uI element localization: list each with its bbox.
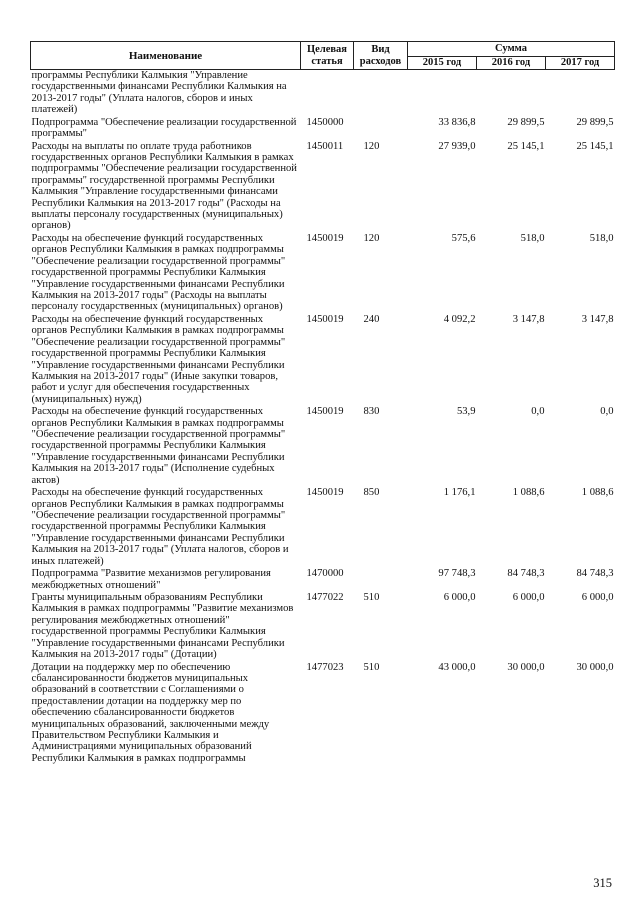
row-name: Расходы на обеспечение функций государственных органов Республики Калмыкия в рамках подпрограммы "Обеспечение реализации государственной программы" государственной программы Республики Калмыкия "Управление государственными финансами Республики Калмыкия на 2013-2017 годы" (Исполнение судебных актов)	[31, 406, 286, 486]
row-sum-2015: 33 836,8	[438, 116, 476, 128]
row-sum-2015: 27 939,0	[438, 140, 476, 152]
header-year-2017: 2017 год	[546, 57, 615, 70]
row-name: Расходы на обеспечение функций государственных органов Республики Калмыкия в рамках подпрограммы "Обеспечение реализации государственной программы" государственной программы Республики Калмыкия "Управление государственными финансами Республики Калмыкия на 2013-2017 годы" (Расходы на выплаты персоналу государственных (муниципальных) органов)	[31, 232, 286, 313]
row-target-article	[301, 70, 354, 117]
row-sum-2017: 25 145,1	[576, 140, 614, 152]
row-sum-2016: 0,0	[531, 406, 545, 418]
header-name: Наименование	[31, 42, 301, 70]
row-expense-type: 120	[363, 140, 380, 152]
header-target-article-line1: Целевая	[307, 43, 347, 55]
row-name: программы Республики Калмыкия "Управление государственными финансами Республики Калмыкия на 2013-2017 годы" (Уплата налогов, сборов и иных платежей)	[31, 70, 287, 116]
table-body	[31, 70, 615, 766]
row-sum-2016: 84 748,3	[507, 568, 545, 580]
budget-table	[30, 41, 615, 765]
row-sum-2016: 3 147,8	[512, 313, 545, 325]
row-sum-2016: 6 000,0	[512, 592, 545, 604]
row-target-article: 1477022	[306, 592, 344, 604]
row-expense-type	[354, 568, 408, 592]
row-target-article: 1470000	[306, 568, 344, 580]
row-sum-2015: 4 092,2	[443, 313, 476, 325]
row-sum-2017: 1 088,6	[581, 487, 614, 499]
table-row	[31, 592, 615, 662]
row-sum-2015: 97 748,3	[438, 568, 476, 580]
row-name: Подпрограмма "Развитие механизмов регулирования межбюджетных отношений"	[31, 568, 271, 591]
row-name: Расходы на обеспечение функций государственных органов Республики Калмыкия в рамках подпрограммы "Обеспечение реализации государственной программы" государственной программы Республики Калмыкия "Управление государственными финансами Республики Калмыкия на 2013-2017 годы" (Уплата налогов, сборов и иных платежей)	[31, 487, 289, 567]
row-expense-type: 240	[363, 313, 380, 325]
table-row	[31, 70, 615, 117]
row-name: Гранты муниципальным образованиям Республики Калмыкия в рамках подпрограммы "Развитие механизмов регулирования межбюджетных отношений" государственной программы Республики Калмыкия "Управление государственными финансами Республики Калмыкия на 2013-2017 годы" (Дотации)	[31, 592, 294, 661]
row-name: Расходы на выплаты по оплате труда работников государственных органов Республики Калмыкия в рамках подпрограммы "Обеспечение реализации государственной программы" государственной программы Республики Калмыкия "Управление государственными финансами Республики Калмыкия на 2013-2017 годы" (Расходы на выплаты персоналу государственных (муниципальных) органов)	[31, 140, 297, 232]
row-expense-type: 510	[363, 661, 380, 673]
row-target-article: 1450019	[306, 313, 344, 325]
row-sum-2017: 3 147,8	[581, 313, 614, 325]
table-row	[31, 406, 615, 487]
row-expense-type: 120	[363, 232, 380, 244]
row-name: Дотации на поддержку мер по обеспечению сбалансированности бюджетов муниципальных образований в соответствии с Соглашениями о предоставлении дотации на поддержку мер по обеспечению сбалансированности бюджетов муниципальных образований, заключенными между Правительством Республики Калмыкия и Администрациями муниципальных образований Республики Калмыкия в рамках подпрограммы	[31, 661, 270, 764]
table-row	[31, 233, 615, 314]
row-name: Подпрограмма "Обеспечение реализации государственной программы"	[31, 116, 297, 140]
row-sum-2017: 84 748,3	[576, 568, 614, 580]
row-target-article: 1450000	[306, 116, 344, 128]
table-row	[31, 487, 615, 568]
table-row	[31, 141, 615, 233]
row-sum-2016: 518,0	[520, 232, 545, 244]
header-expense-type	[354, 42, 408, 70]
budget-table-sheet	[30, 41, 614, 765]
header-target-article	[301, 42, 354, 70]
row-sum-2015	[408, 70, 477, 117]
header-expense-type-line2: расходов	[359, 55, 402, 67]
row-sum-2015: 6 000,0	[443, 592, 476, 604]
row-expense-type	[354, 117, 408, 141]
row-sum-2015: 1 176,1	[443, 487, 476, 499]
row-sum-2017: 30 000,0	[576, 661, 614, 673]
row-sum-2016: 30 000,0	[507, 661, 545, 673]
page-number: 315	[593, 876, 612, 890]
row-sum-2015: 575,6	[451, 232, 476, 244]
header-year-2016: 2016 год	[477, 57, 546, 70]
row-target-article: 1477023	[306, 661, 344, 673]
row-sum-2017: 518,0	[589, 232, 614, 244]
header-target-article-line2: статья	[311, 55, 343, 67]
row-sum-2017: 0,0	[600, 406, 614, 418]
table-header	[31, 42, 615, 70]
header-sum: Сумма	[408, 42, 615, 57]
row-sum-2017: 29 899,5	[576, 116, 614, 128]
row-expense-type	[354, 70, 408, 117]
header-expense-type-line1: Вид	[371, 43, 390, 55]
row-target-article: 1450019	[306, 406, 344, 418]
row-sum-2016: 29 899,5	[507, 116, 545, 128]
row-expense-type: 830	[363, 406, 380, 418]
header-year-2015: 2015 год	[408, 57, 477, 70]
table-row	[31, 662, 615, 766]
row-name: Расходы на обеспечение функций государственных органов Республики Калмыкия в рамках подпрограммы "Обеспечение реализации государственной программы" государственной программы Республики Калмыкия "Управление государственными финансами Республики Калмыкия на 2013-2017 годы" (Иные закупки товаров, работ и услуг для обеспечения государственных (муниципальных) нужд)	[31, 313, 286, 405]
table-row	[31, 568, 615, 592]
row-sum-2017: 6 000,0	[581, 592, 614, 604]
row-sum-2016	[477, 70, 546, 117]
row-sum-2015: 53,9	[456, 406, 476, 418]
table-row	[31, 314, 615, 406]
row-expense-type: 510	[363, 592, 380, 604]
row-sum-2016: 1 088,6	[512, 487, 545, 499]
row-expense-type: 850	[363, 487, 380, 499]
row-target-article: 1450019	[306, 487, 344, 499]
row-sum-2015: 43 000,0	[438, 661, 476, 673]
row-target-article: 1450019	[306, 232, 344, 244]
row-sum-2017	[546, 70, 615, 117]
row-target-article: 1450011	[306, 140, 344, 152]
row-sum-2016: 25 145,1	[507, 140, 545, 152]
table-row	[31, 117, 615, 141]
